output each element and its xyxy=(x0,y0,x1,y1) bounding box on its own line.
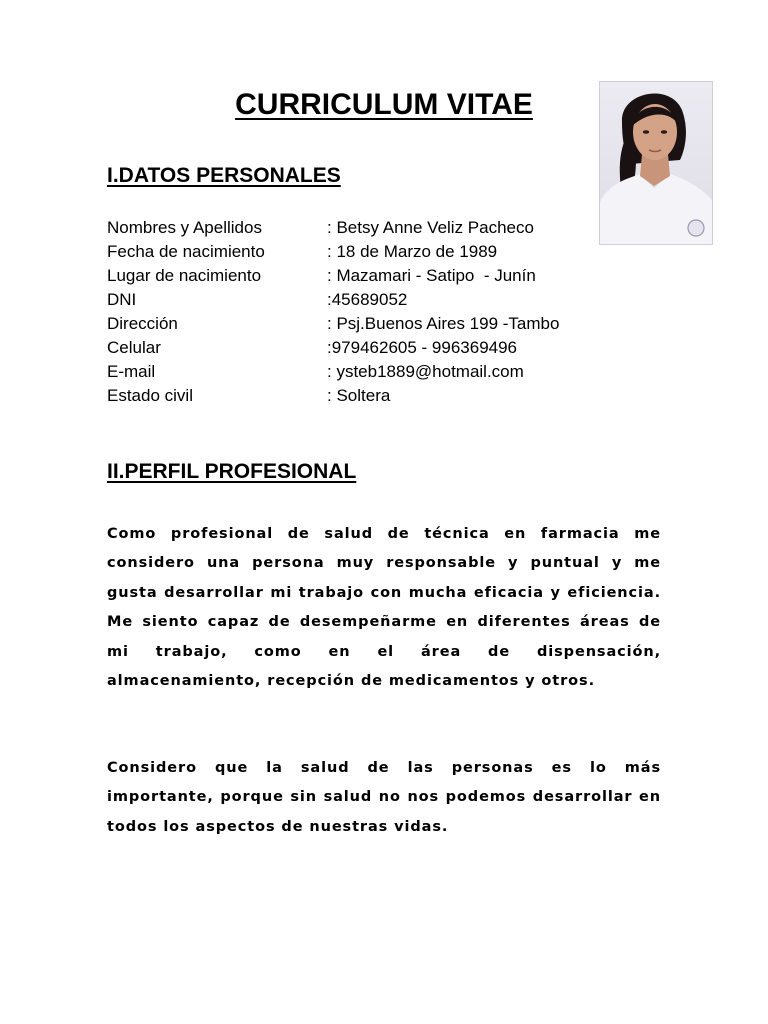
field-value: : 18 de Marzo de 1989 xyxy=(327,242,498,261)
field-label: Nombres y Apellidos xyxy=(107,218,262,237)
field-value: : Psj.Buenos Aires 199 -Tambo xyxy=(327,314,560,333)
field-label: Celular xyxy=(107,338,161,357)
field-row xyxy=(107,336,559,360)
field-value: :979462605 - 996369496 xyxy=(327,338,518,357)
field-row xyxy=(107,216,559,240)
field-value: : Mazamari - Satipo - Junín xyxy=(327,266,536,285)
field-row xyxy=(107,384,559,408)
field-row xyxy=(107,360,559,384)
field-label: Estado civil xyxy=(107,386,193,405)
field-row xyxy=(107,240,559,264)
section-heading-profile: II.PERFIL PROFESIONAL xyxy=(107,460,357,483)
field-label: Dirección xyxy=(107,314,178,333)
field-row xyxy=(107,288,559,312)
document-title: CURRICULUM VITAE xyxy=(235,88,533,121)
field-value: :45689052 xyxy=(327,290,408,309)
person-photo-icon xyxy=(600,82,712,244)
section-heading-personal: I.DATOS PERSONALES xyxy=(107,164,341,187)
field-value-email: : ysteb1889@hotmail.com xyxy=(327,362,524,381)
field-label: Fecha de nacimiento xyxy=(107,242,265,261)
field-value: : Soltera xyxy=(327,386,391,405)
field-label: DNI xyxy=(107,290,137,309)
field-row xyxy=(107,312,559,336)
field-label: Lugar de nacimiento xyxy=(107,266,262,285)
profile-paragraph: Considero que la salud de las personas es lo más importante, porque sin salud no nos podemos desarrollar en todos los aspectos de nuestras vidas. xyxy=(107,760,661,835)
field-value: : Betsy Anne Veliz Pacheco xyxy=(327,218,534,237)
personal-data-list xyxy=(107,216,559,408)
profile-paragraph: Como profesional de salud de técnica en farmacia me considero una persona muy responsable y puntual y me gusta desarrollar mi trabajo con mucha eficacia y eficiencia. Me siento capaz de desempeñarme en diferentes áreas de mi trabajo, como en el área de dispensación, almacenamiento, recepción de medicamentos y otros. xyxy=(107,526,661,690)
profile-photo xyxy=(599,81,713,245)
field-label: E-mail xyxy=(107,362,156,381)
field-row xyxy=(107,264,559,288)
